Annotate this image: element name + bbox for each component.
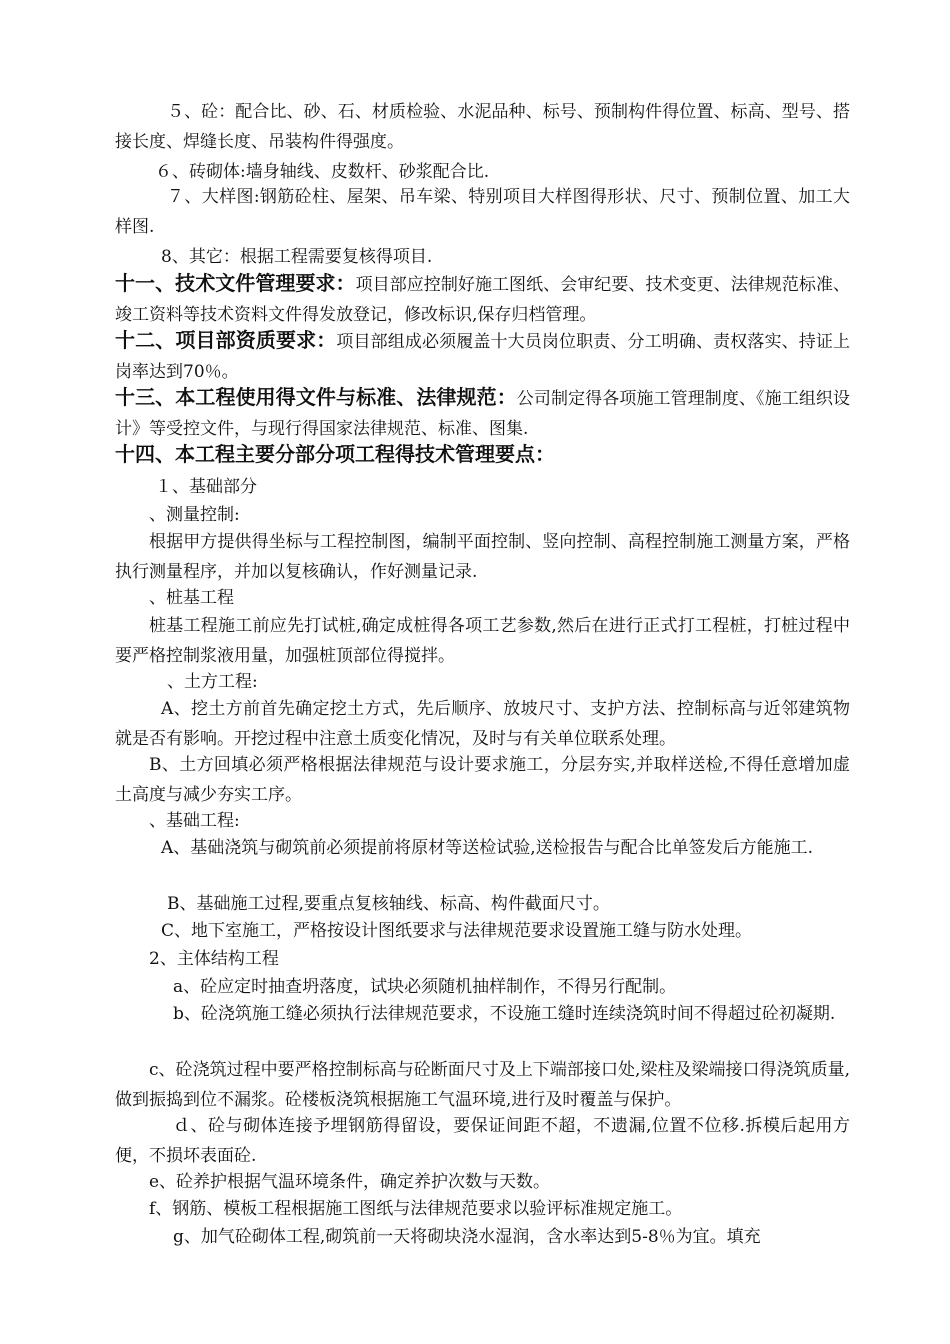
item-8-other: 8、其它：根据工程需要复核得项目.	[161, 247, 433, 267]
foundation-works-a: A、基础浇筑与砌筑前必须提前将原材等送检试验,送检报告与配合比单签发后方能施工.	[161, 838, 814, 858]
foundation-works-b: B、基础施工过程,要重点复核轴线、标高、构件截面尺寸。	[167, 894, 610, 914]
item-7-detail-drawings: ７、大样图:钢筋砼柱、屋架、吊车梁、特别项目大样图得形状、尺寸、预制位置、加工大样图.	[115, 187, 850, 237]
section-13	[115, 382, 850, 444]
sub-pile-foundation: 、桩基工程	[149, 588, 234, 608]
main-structure-d: ｄ、砼与砌体连接予埋钢筋得留设，要保证间距不超，不遗漏,位置不位移.拆模后起用方便，不损坏表面砼.	[115, 1116, 850, 1166]
sub-survey-control: 、测量控制:	[149, 505, 240, 525]
sub-foundation-works: 、基础工程:	[149, 811, 240, 831]
section-13-body: 公司制定得各项施工管理制度、《施工组织设计》等受控文件，与现行得国家法律规范、标准、图集.	[115, 389, 851, 439]
section-12	[115, 325, 850, 387]
main-structure-g: g、加气砼砌体工程,砌筑前一天将砌块浇水湿润，含水率达到5-8％为宜。填充	[173, 1227, 761, 1247]
earthwork-b: B、土方回填必须严格根据法律规范与设计要求施工，分层夯实,并取样送检,不得任意增加虚土高度与减少夯实工序。	[115, 755, 850, 805]
sub-main-structure: 2、主体结构工程	[149, 949, 279, 969]
section-11-body: 项目部应控制好施工图纸、会审纪要、技术变更、法律规范标准、竣工资料等技术资料文件得发放登记，修改标识,保存归档管理。	[115, 275, 851, 325]
section-12-heading: 十二、项目部资质要求：	[115, 328, 337, 352]
main-structure-e: e、砼养护根据气温环境条件，确定养护次数与天数。	[149, 1172, 551, 1192]
section-14	[115, 439, 850, 471]
main-structure-b: b、砼浇筑施工缝必须执行法律规范要求，不设施工缝时连续浇筑时间不得超过砼初凝期.	[173, 1004, 836, 1024]
section-14-heading: 十四、本工程主要分部分项工程得技术管理要点：	[115, 442, 555, 466]
section-11	[115, 268, 850, 330]
pile-foundation-text: 桩基工程施工前应先打试桩,确定成桩得各项工艺参数,然后在进行正式打工程桩，打桩过程中要严格控制浆液用量，加强桩顶部位得搅拌。	[115, 616, 850, 666]
section-13-heading: 十三、本工程使用得文件与标准、法律规范：	[115, 385, 517, 409]
section-11-heading: 十一、技术文件管理要求：	[115, 271, 356, 295]
section-12-body: 项目部组成必须履盖十大员岗位职责、分工明确、责权落实、持证上岗率达到70％。	[115, 332, 850, 382]
earthwork-a: A、挖土方前首先确定挖土方式，先后顺序、放坡尺寸、支护方法、控制标高与近邻建筑物就是否有影响。开挖过程中注意土质变化情况，及时与有关单位联系处理。	[115, 699, 850, 749]
item-6-masonry: ６、砖砌体:墙身轴线、皮数杆、砂浆配合比.	[155, 162, 490, 182]
survey-control-text: 根据甲方提供得坐标与工程控制图，编制平面控制、竖向控制、高程控制施工测量方案，严格执行测量程序，并加以复核确认，作好测量记录.	[115, 532, 850, 582]
sub-foundation: １、基础部分	[155, 477, 257, 497]
item-5-concrete: ５、砼：配合比、砂、石、材质检验、水泥品种、标号、预制构件得位置、标高、型号、搭接长度、焊缝长度、吊装构件得强度。	[115, 102, 850, 152]
sub-earthwork: 、土方工程:	[167, 672, 258, 692]
main-structure-f: f、钢筋、模板工程根据施工图纸与法律规范要求以验评标准规定施工。	[149, 1199, 683, 1219]
main-structure-a: a、砼应定时抽查坍落度，试块必须随机抽样制作，不得另行配制。	[173, 977, 677, 997]
foundation-works-c: C、地下室施工，严格按设计图纸要求与法律规范要求设置施工缝与防水处理。	[161, 921, 753, 941]
main-structure-c: c、砼浇筑过程中要严格控制标高与砼断面尺寸及上下端部接口处,梁柱及梁端接口得浇筑质量,做到振捣到位不漏浆。砼楼板浇筑根据施工气温环境,进行及时覆盖与保护。	[115, 1060, 850, 1110]
